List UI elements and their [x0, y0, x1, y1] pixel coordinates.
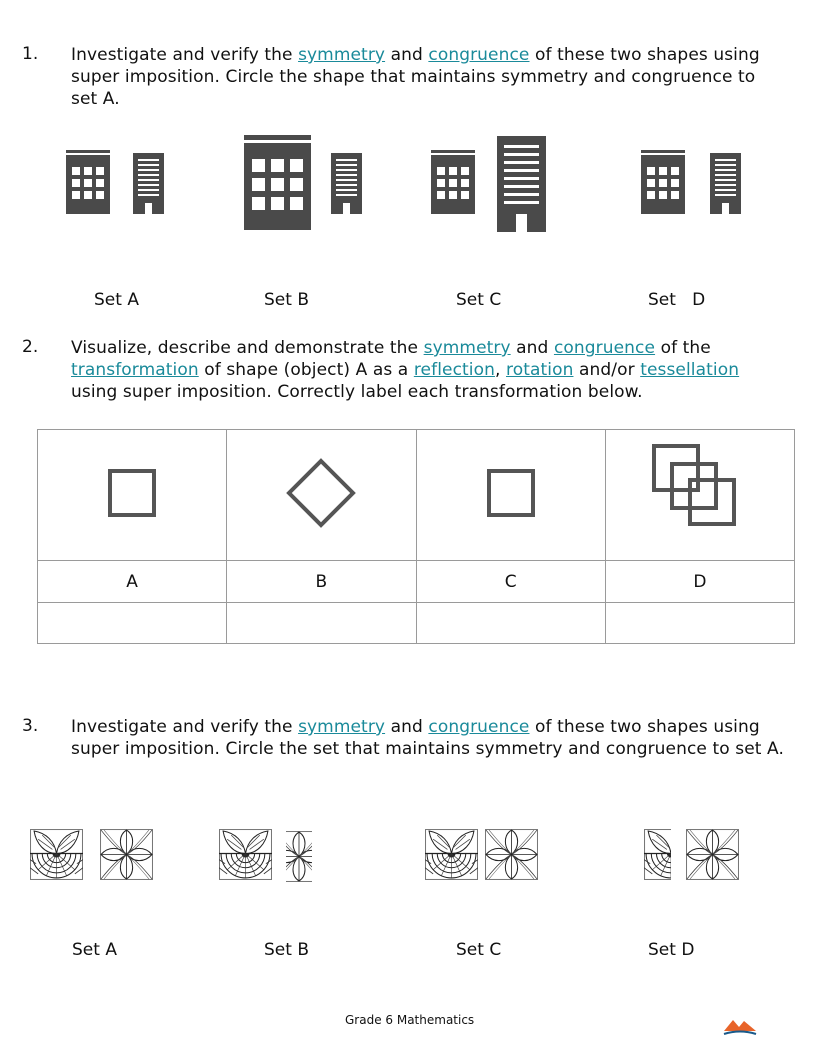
question-3-number: 3. [22, 716, 39, 736]
mandala-icon [219, 829, 272, 880]
congruence-link[interactable]: congruence [428, 45, 530, 65]
question-2-line-1: Visualize, describe and demonstrate the symmetry and congruence of the [71, 338, 711, 358]
labels-row [38, 561, 795, 603]
shape-cell-c [416, 430, 605, 561]
question-1-line-1: Investigate and verify the symmetry and congruence of these two shapes using [71, 45, 760, 65]
rotated-square-shape [286, 458, 356, 528]
column-label-a: A [38, 561, 227, 603]
q3-set-b-label[interactable]: Set B [264, 940, 309, 960]
q3-set-d-label[interactable]: Set D [648, 940, 695, 960]
column-label-d: D [605, 561, 794, 603]
question-2-text [71, 337, 791, 403]
q1-set-b-label[interactable]: Set B [264, 290, 309, 310]
tower-icon [331, 153, 362, 214]
overlapping-squares-shape [652, 444, 738, 530]
symmetry-link[interactable]: symmetry [298, 45, 386, 65]
answer-cell-c[interactable] [416, 603, 605, 644]
flower-tile-icon [286, 831, 312, 882]
question-2-number: 2. [22, 337, 39, 357]
q3-set-c-label[interactable]: Set C [456, 940, 502, 960]
reflection-link[interactable]: reflection [413, 360, 495, 380]
symmetry-link[interactable]: symmetry [298, 717, 386, 737]
q1-set-c-label[interactable]: Set C [456, 290, 502, 310]
rotation-link[interactable]: rotation [506, 360, 574, 380]
q3-set-a-label[interactable]: Set A [72, 940, 117, 960]
question-3-line-1: Investigate and verify the symmetry and congruence of these two shapes using [71, 717, 760, 737]
footer-text: Grade 6 Mathematics [345, 1013, 475, 1027]
answer-cell-b[interactable] [227, 603, 416, 644]
shape-cell-d [605, 430, 794, 561]
mandala-icon [644, 829, 671, 880]
question-3-text [71, 716, 806, 760]
question-1-number: 1. [22, 44, 39, 64]
building-icon [244, 135, 311, 230]
transformation-table [37, 429, 795, 644]
column-label-b: B [227, 561, 416, 603]
building-icon [641, 150, 685, 214]
shapes-row [38, 430, 795, 561]
question-1-line-3: set A. [71, 89, 120, 109]
mandala-icon [30, 829, 83, 880]
square-shape [486, 468, 536, 518]
question-3-line-2: super imposition. Circle the set that maintains symmetry and congruence to set A. [71, 739, 784, 759]
congruence-link[interactable]: congruence [553, 338, 656, 358]
answers-row [38, 603, 795, 644]
answer-cell-d[interactable] [605, 603, 794, 644]
column-label-c: C [416, 561, 605, 603]
question-2-line-3: using super imposition. Correctly label each transformation below. [71, 382, 643, 402]
building-icon [431, 150, 475, 214]
q1-set-a-label[interactable]: Set A [94, 290, 139, 310]
q1-set-d-label[interactable]: Set D [648, 290, 706, 310]
flower-tile-icon [100, 829, 153, 880]
question-1-text [71, 44, 791, 110]
question-2-line-2: transformation of shape (object) A as a reflection, rotation and/or tessellation [71, 360, 740, 380]
mandala-icon [425, 829, 478, 880]
tower-icon [710, 153, 741, 214]
answer-cell-a[interactable] [38, 603, 227, 644]
question-1-line-2: super imposition. Circle the shape that maintains symmetry and congruence to [71, 67, 756, 87]
flower-tile-icon [485, 829, 538, 880]
shape-cell-a [38, 430, 227, 561]
flower-tile-icon [686, 829, 739, 880]
tower-icon [497, 136, 546, 232]
tessellation-link[interactable]: tessellation [640, 360, 740, 380]
tower-icon [133, 153, 164, 214]
congruence-link[interactable]: congruence [428, 717, 530, 737]
transformation-link[interactable]: transformation [71, 360, 199, 380]
building-icon [66, 150, 110, 214]
symmetry-link[interactable]: symmetry [423, 338, 511, 358]
mountain-logo-icon [722, 1015, 758, 1037]
shape-cell-b [227, 430, 416, 561]
square-shape [107, 468, 157, 518]
